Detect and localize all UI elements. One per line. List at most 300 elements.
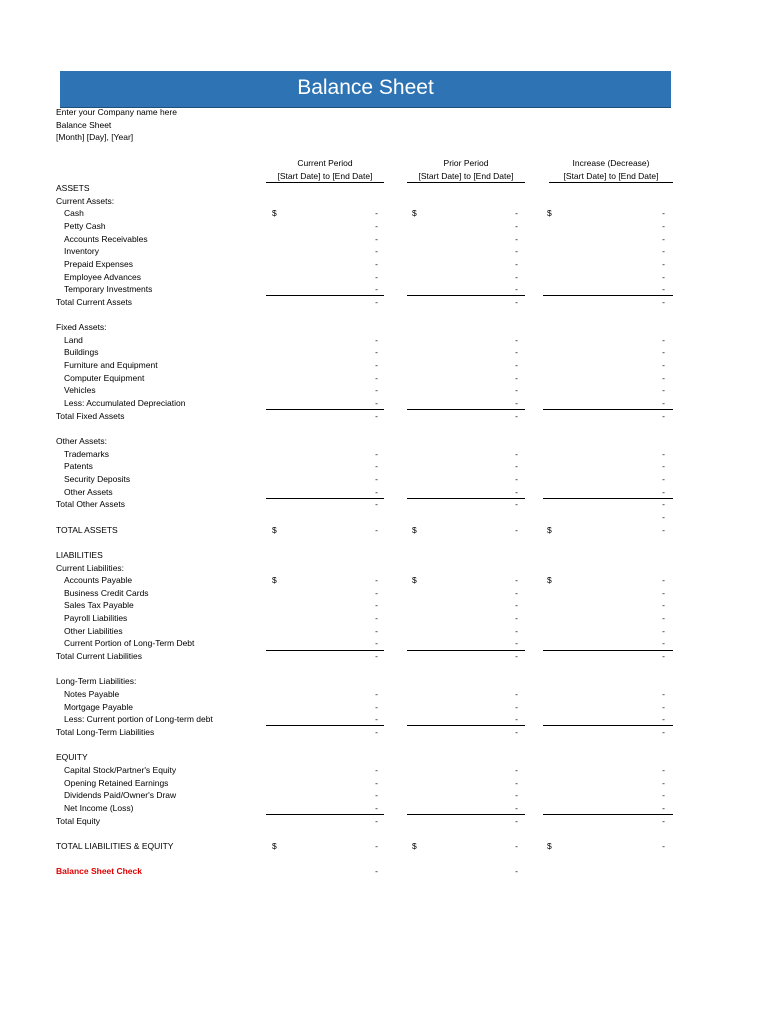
row-label: Total Fixed Assets bbox=[56, 410, 125, 421]
table-row-payroll-liabilities bbox=[0, 612, 768, 625]
value-cell[interactable] bbox=[412, 587, 518, 600]
row-label: Opening Retained Earnings bbox=[64, 777, 169, 788]
cell-value: - bbox=[662, 777, 665, 788]
value-cell[interactable] bbox=[272, 397, 378, 410]
value-cell[interactable] bbox=[272, 789, 378, 802]
cell-value: - bbox=[375, 334, 378, 345]
value-cell[interactable] bbox=[272, 726, 378, 739]
value-cell[interactable] bbox=[412, 713, 518, 726]
cell-value: - bbox=[375, 701, 378, 712]
row-label: Total Long-Term Liabilities bbox=[56, 726, 155, 737]
value-cell[interactable] bbox=[412, 599, 518, 612]
value-cell[interactable] bbox=[412, 650, 518, 663]
value-cell[interactable] bbox=[412, 637, 518, 650]
subtotal-rule bbox=[543, 498, 673, 499]
row-label: Other Assets: bbox=[56, 436, 108, 446]
cell-value: - bbox=[375, 600, 378, 611]
cell-value: - bbox=[662, 613, 665, 624]
value-cell[interactable] bbox=[272, 220, 378, 233]
table-row-liabilities bbox=[0, 549, 768, 562]
page-title: Balance Sheet bbox=[297, 76, 434, 99]
cell-value: - bbox=[515, 764, 518, 775]
value-cell[interactable] bbox=[412, 220, 518, 233]
value-cell[interactable] bbox=[272, 258, 378, 271]
table-row-current-portion-of-long-term-debt bbox=[0, 637, 768, 650]
cell-value: - bbox=[662, 296, 665, 307]
row-label: Balance Sheet Check bbox=[56, 866, 142, 877]
cell-value: - bbox=[515, 638, 518, 649]
cell-value: - bbox=[662, 233, 665, 244]
row-label: Temporary Investments bbox=[64, 284, 153, 295]
table-row-equity bbox=[0, 751, 768, 764]
value-cell[interactable] bbox=[547, 346, 665, 359]
value-cell[interactable] bbox=[547, 777, 665, 790]
cell-value: - bbox=[515, 398, 518, 409]
subtotal-rule bbox=[266, 409, 384, 410]
cell-value: - bbox=[515, 448, 518, 459]
cell-value: - bbox=[662, 385, 665, 396]
table-row-less-accumulated-depreciation bbox=[0, 397, 768, 410]
value-cell[interactable] bbox=[547, 599, 665, 612]
value-cell[interactable] bbox=[547, 220, 665, 233]
value-cell[interactable] bbox=[547, 726, 665, 739]
cell-value: - bbox=[375, 360, 378, 371]
row-label: Capital Stock/Partner's Equity bbox=[64, 764, 177, 775]
value-cell[interactable] bbox=[272, 574, 378, 587]
table-row-total-long-term-liabilities bbox=[0, 726, 768, 739]
value-cell[interactable] bbox=[272, 524, 378, 537]
document-subtitle: Balance Sheet bbox=[56, 120, 112, 130]
table-row-blank bbox=[0, 511, 768, 524]
cell-value: - bbox=[375, 271, 378, 282]
value-cell[interactable] bbox=[412, 726, 518, 739]
cell-value: - bbox=[375, 524, 378, 535]
value-cell[interactable] bbox=[547, 283, 665, 296]
subtotal-rule bbox=[407, 650, 525, 651]
subtotal-rule bbox=[407, 409, 525, 410]
value-cell[interactable] bbox=[412, 372, 518, 385]
cell-value: - bbox=[375, 398, 378, 409]
currency-symbol: $ bbox=[272, 840, 277, 851]
value-cell[interactable] bbox=[547, 334, 665, 347]
value-cell[interactable] bbox=[412, 359, 518, 372]
table-row-other-liabilities bbox=[0, 625, 768, 638]
table-row-blank bbox=[0, 309, 768, 322]
value-cell[interactable] bbox=[547, 410, 665, 423]
cell-value: - bbox=[662, 473, 665, 484]
column-header-range[interactable]: [Start Date] to [End Date] bbox=[549, 170, 673, 184]
table-row-cash bbox=[0, 207, 768, 220]
value-cell[interactable] bbox=[412, 625, 518, 638]
cell-value: - bbox=[515, 208, 518, 219]
value-cell[interactable] bbox=[412, 777, 518, 790]
value-cell[interactable] bbox=[547, 296, 665, 309]
currency-symbol: $ bbox=[547, 575, 552, 586]
value-cell[interactable] bbox=[547, 271, 665, 284]
row-label: Sales Tax Payable bbox=[64, 600, 134, 611]
table-row-mortgage-payable bbox=[0, 701, 768, 714]
value-cell[interactable] bbox=[272, 688, 378, 701]
value-cell[interactable] bbox=[412, 486, 518, 499]
table-row-dividends-paid-owner-s-draw bbox=[0, 789, 768, 802]
value-cell[interactable] bbox=[412, 612, 518, 625]
value-cell[interactable] bbox=[272, 346, 378, 359]
cell-value: - bbox=[662, 372, 665, 383]
cell-value: - bbox=[662, 600, 665, 611]
value-cell[interactable] bbox=[547, 397, 665, 410]
currency-symbol: $ bbox=[547, 208, 552, 219]
value-cell[interactable] bbox=[272, 460, 378, 473]
value-cell[interactable] bbox=[547, 372, 665, 385]
value-cell[interactable] bbox=[547, 233, 665, 246]
company-name[interactable]: Enter your Company name here bbox=[56, 107, 177, 117]
row-label: Vehicles bbox=[64, 385, 96, 396]
cell-value: - bbox=[515, 777, 518, 788]
report-date[interactable]: [Month] [Day], [Year] bbox=[56, 132, 134, 142]
row-label: Accounts Payable bbox=[64, 575, 133, 586]
value-cell[interactable] bbox=[272, 372, 378, 385]
value-cell[interactable] bbox=[272, 637, 378, 650]
value-cell[interactable] bbox=[547, 460, 665, 473]
table-row-employee-advances bbox=[0, 271, 768, 284]
value-cell[interactable] bbox=[412, 397, 518, 410]
value-cell[interactable] bbox=[547, 498, 665, 511]
cell-value: - bbox=[515, 347, 518, 358]
value-cell[interactable] bbox=[272, 384, 378, 397]
cell-value: - bbox=[375, 246, 378, 257]
cell-value: - bbox=[662, 360, 665, 371]
row-label: Total Equity bbox=[56, 815, 100, 826]
table-row-blank bbox=[0, 536, 768, 549]
cell-value: - bbox=[515, 258, 518, 269]
cell-value: - bbox=[515, 461, 518, 472]
value-cell[interactable] bbox=[272, 448, 378, 461]
cell-value: - bbox=[662, 347, 665, 358]
cell-value: - bbox=[662, 448, 665, 459]
value-cell[interactable] bbox=[412, 764, 518, 777]
value-cell[interactable] bbox=[412, 688, 518, 701]
value-cell[interactable] bbox=[272, 359, 378, 372]
value-cell[interactable] bbox=[547, 574, 665, 587]
cell-value: - bbox=[662, 410, 665, 421]
value-cell[interactable] bbox=[272, 486, 378, 499]
value-cell[interactable] bbox=[412, 346, 518, 359]
row-label: Less: Current portion of Long-term debt bbox=[64, 714, 213, 725]
value-cell[interactable] bbox=[412, 865, 518, 878]
value-cell[interactable] bbox=[412, 283, 518, 296]
table-row-blank bbox=[0, 739, 768, 752]
table-row-land bbox=[0, 334, 768, 347]
value-cell[interactable] bbox=[412, 233, 518, 246]
value-cell[interactable] bbox=[412, 701, 518, 714]
cell-value: - bbox=[515, 840, 518, 851]
row-label: Security Deposits bbox=[64, 473, 131, 484]
cell-value: - bbox=[662, 815, 665, 826]
cell-value: - bbox=[515, 246, 518, 257]
table-row-computer-equipment bbox=[0, 372, 768, 385]
value-cell[interactable] bbox=[547, 245, 665, 258]
table-row-assets bbox=[0, 182, 768, 195]
row-label: Patents bbox=[64, 461, 93, 472]
value-cell[interactable] bbox=[412, 473, 518, 486]
row-label: Employee Advances bbox=[64, 271, 142, 282]
value-cell[interactable] bbox=[272, 498, 378, 511]
value-cell[interactable] bbox=[272, 625, 378, 638]
currency-symbol: $ bbox=[272, 208, 277, 219]
value-cell[interactable] bbox=[412, 207, 518, 220]
row-label: Long-Term Liabilities: bbox=[56, 676, 137, 687]
row-label: Petty Cash bbox=[64, 220, 106, 231]
cell-value: - bbox=[515, 524, 518, 535]
cell-value: - bbox=[662, 726, 665, 737]
table-row-net-income-loss bbox=[0, 802, 768, 815]
cell-value: - bbox=[375, 638, 378, 649]
value-cell[interactable] bbox=[412, 271, 518, 284]
value-cell[interactable] bbox=[412, 410, 518, 423]
value-cell[interactable] bbox=[547, 207, 665, 220]
value-cell[interactable] bbox=[547, 612, 665, 625]
cell-value: - bbox=[375, 726, 378, 737]
table-row-blank bbox=[0, 422, 768, 435]
cell-value: - bbox=[662, 764, 665, 775]
table-row-patents bbox=[0, 460, 768, 473]
value-cell[interactable] bbox=[272, 713, 378, 726]
subtotal-rule bbox=[543, 409, 673, 410]
table-row-total-current-liabilities bbox=[0, 650, 768, 663]
table-row-buildings bbox=[0, 346, 768, 359]
value-cell[interactable] bbox=[272, 410, 378, 423]
cell-value: - bbox=[515, 701, 518, 712]
value-cell[interactable] bbox=[412, 789, 518, 802]
value-cell[interactable] bbox=[547, 359, 665, 372]
value-cell[interactable] bbox=[412, 802, 518, 815]
value-cell[interactable] bbox=[412, 574, 518, 587]
column-header-label: Increase (Decrease) bbox=[572, 158, 650, 168]
value-cell[interactable] bbox=[547, 840, 665, 853]
value-cell[interactable] bbox=[272, 334, 378, 347]
cell-value: - bbox=[375, 410, 378, 421]
cell-value: - bbox=[515, 233, 518, 244]
value-cell[interactable] bbox=[272, 587, 378, 600]
value-cell[interactable] bbox=[272, 296, 378, 309]
cell-value: - bbox=[662, 575, 665, 586]
value-cell[interactable] bbox=[272, 233, 378, 246]
table-row-other-assets bbox=[0, 486, 768, 499]
cell-value: - bbox=[662, 524, 665, 535]
column-header-range[interactable]: [Start Date] to [End Date] bbox=[266, 170, 384, 184]
value-cell[interactable] bbox=[547, 688, 665, 701]
table-row-fixed-assets bbox=[0, 321, 768, 334]
row-label: Current Assets: bbox=[56, 195, 115, 206]
table-row-total-other-assets bbox=[0, 498, 768, 511]
row-label: TOTAL ASSETS bbox=[56, 524, 118, 535]
value-cell[interactable] bbox=[547, 625, 665, 638]
subtotal-rule bbox=[543, 814, 673, 815]
cell-value: - bbox=[515, 815, 518, 826]
table-row-long-term-liabilities bbox=[0, 675, 768, 688]
row-label: Notes Payable bbox=[64, 689, 120, 699]
value-cell[interactable] bbox=[547, 802, 665, 815]
value-cell[interactable] bbox=[272, 815, 378, 828]
row-label: Inventory bbox=[64, 246, 99, 257]
cell-value: - bbox=[662, 271, 665, 282]
value-cell[interactable] bbox=[412, 384, 518, 397]
row-label: Current Portion of Long-Term Debt bbox=[64, 638, 195, 649]
value-cell[interactable] bbox=[547, 258, 665, 271]
row-label: Computer Equipment bbox=[64, 372, 145, 383]
value-cell[interactable] bbox=[547, 701, 665, 714]
row-label: Prepaid Expenses bbox=[64, 258, 133, 269]
value-cell[interactable] bbox=[547, 486, 665, 499]
value-cell[interactable] bbox=[272, 777, 378, 790]
cell-value: - bbox=[375, 575, 378, 586]
row-label: Trademarks bbox=[64, 448, 110, 459]
cell-value: - bbox=[515, 613, 518, 624]
value-cell[interactable] bbox=[412, 448, 518, 461]
value-cell[interactable] bbox=[412, 334, 518, 347]
subtotal-rule bbox=[407, 814, 525, 815]
table-row-blank bbox=[0, 827, 768, 840]
row-label: Current Liabilities: bbox=[56, 562, 125, 573]
value-cell[interactable] bbox=[412, 258, 518, 271]
value-cell[interactable] bbox=[412, 524, 518, 537]
table-row-current-liabilities bbox=[0, 562, 768, 575]
row-label: LIABILITIES bbox=[56, 549, 103, 560]
value-cell[interactable] bbox=[547, 524, 665, 537]
column-header-label: Prior Period bbox=[443, 158, 489, 168]
value-cell[interactable] bbox=[547, 587, 665, 600]
row-label: Other Assets bbox=[64, 486, 113, 497]
table-row-blank bbox=[0, 852, 768, 865]
row-label: ASSETS bbox=[56, 183, 90, 193]
value-cell[interactable] bbox=[272, 612, 378, 625]
value-cell[interactable] bbox=[547, 650, 665, 663]
cell-value: - bbox=[515, 790, 518, 801]
row-label: Other Liabilities bbox=[64, 625, 123, 636]
value-cell[interactable] bbox=[272, 840, 378, 853]
table-row-accounts-receivables bbox=[0, 233, 768, 246]
cell-value: - bbox=[662, 802, 665, 813]
table-row-inventory bbox=[0, 245, 768, 258]
cell-value: - bbox=[662, 587, 665, 598]
row-label: Buildings bbox=[64, 347, 99, 358]
value-cell[interactable] bbox=[272, 701, 378, 714]
cell-value: - bbox=[515, 360, 518, 371]
currency-symbol: $ bbox=[272, 575, 277, 586]
row-label: Fixed Assets: bbox=[56, 322, 107, 333]
cell-value: - bbox=[515, 625, 518, 636]
cell-value: - bbox=[662, 461, 665, 472]
row-label: Total Other Assets bbox=[56, 499, 125, 510]
value-cell[interactable] bbox=[547, 473, 665, 486]
cell-value: - bbox=[515, 385, 518, 396]
value-cell[interactable] bbox=[547, 384, 665, 397]
cell-value: - bbox=[375, 777, 378, 788]
table-row-prepaid-expenses bbox=[0, 258, 768, 271]
cell-value: - bbox=[515, 714, 518, 725]
row-label: Dividends Paid/Owner's Draw bbox=[64, 790, 177, 801]
cell-value: - bbox=[662, 651, 665, 662]
cell-value: - bbox=[662, 220, 665, 231]
table-row-capital-stock-partner-s-equity bbox=[0, 764, 768, 777]
value-cell[interactable] bbox=[272, 764, 378, 777]
value-cell[interactable] bbox=[412, 296, 518, 309]
cell-value: - bbox=[375, 448, 378, 459]
subtotal-rule bbox=[543, 295, 673, 296]
value-cell[interactable] bbox=[547, 448, 665, 461]
cell-value: - bbox=[375, 486, 378, 497]
cell-value: - bbox=[375, 815, 378, 826]
cell-value: - bbox=[662, 486, 665, 497]
value-cell[interactable] bbox=[272, 283, 378, 296]
cell-value: - bbox=[375, 347, 378, 358]
value-cell[interactable] bbox=[412, 245, 518, 258]
table-row-accounts-payable bbox=[0, 574, 768, 587]
table-row-other-assets bbox=[0, 435, 768, 448]
value-cell[interactable] bbox=[272, 599, 378, 612]
cell-value: - bbox=[375, 613, 378, 624]
value-cell[interactable] bbox=[547, 511, 665, 524]
cell-value: - bbox=[375, 473, 378, 484]
cell-value: - bbox=[515, 802, 518, 813]
value-cell[interactable] bbox=[272, 207, 378, 220]
table-row-petty-cash bbox=[0, 220, 768, 233]
currency-symbol: $ bbox=[547, 524, 552, 535]
value-cell[interactable] bbox=[547, 637, 665, 650]
value-cell[interactable] bbox=[272, 650, 378, 663]
subtotal-rule bbox=[266, 650, 384, 651]
cell-value: - bbox=[515, 866, 518, 877]
value-cell[interactable] bbox=[412, 498, 518, 511]
value-cell[interactable] bbox=[412, 815, 518, 828]
table-row-current-assets bbox=[0, 195, 768, 208]
row-label: TOTAL LIABILITIES & EQUITY bbox=[56, 840, 174, 851]
cell-value: - bbox=[375, 233, 378, 244]
value-cell[interactable] bbox=[547, 713, 665, 726]
value-cell[interactable] bbox=[272, 271, 378, 284]
cell-value: - bbox=[375, 689, 378, 699]
row-label: Business Credit Cards bbox=[64, 587, 149, 598]
table-row-trademarks bbox=[0, 448, 768, 461]
row-label: Payroll Liabilities bbox=[64, 613, 128, 624]
value-cell[interactable] bbox=[412, 840, 518, 853]
value-cell[interactable] bbox=[547, 764, 665, 777]
currency-symbol: $ bbox=[412, 208, 417, 219]
value-cell[interactable] bbox=[547, 815, 665, 828]
value-cell[interactable] bbox=[272, 473, 378, 486]
cell-value: - bbox=[375, 296, 378, 307]
cell-value: - bbox=[375, 802, 378, 813]
value-cell[interactable] bbox=[272, 245, 378, 258]
row-label: Furniture and Equipment bbox=[64, 360, 158, 371]
row-label: Cash bbox=[64, 208, 84, 219]
value-cell[interactable] bbox=[547, 789, 665, 802]
column-header-range[interactable]: [Start Date] to [End Date] bbox=[407, 170, 525, 184]
value-cell[interactable] bbox=[272, 802, 378, 815]
table-row-business-credit-cards bbox=[0, 587, 768, 600]
cell-value: - bbox=[515, 575, 518, 586]
cell-value: - bbox=[375, 714, 378, 725]
cell-value: - bbox=[515, 372, 518, 383]
value-cell[interactable] bbox=[272, 865, 378, 878]
value-cell[interactable] bbox=[412, 460, 518, 473]
subtotal-rule bbox=[543, 650, 673, 651]
table-row-sales-tax-payable bbox=[0, 599, 768, 612]
cell-value: - bbox=[375, 587, 378, 598]
table-row-total-assets bbox=[0, 524, 768, 537]
subtotal-rule bbox=[407, 725, 525, 726]
column-header-label: Current Period bbox=[297, 158, 353, 168]
